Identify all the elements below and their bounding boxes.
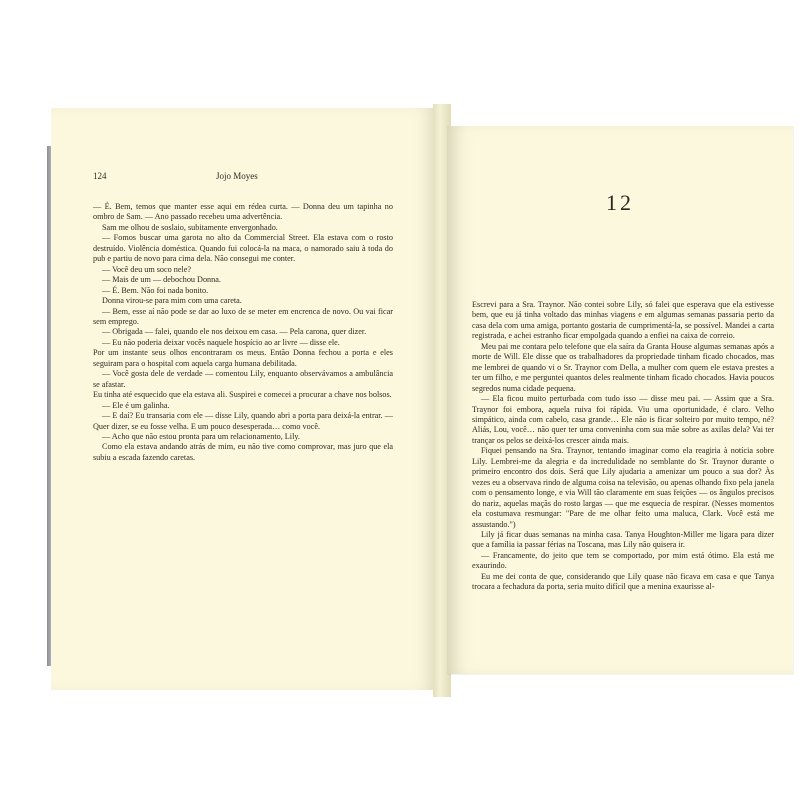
left-page-body — [93, 202, 393, 463]
paragraph: — Francamente, do jeito que tem se comportado, por mim está ótimo. Ela está me exaurindo. — [472, 550, 774, 571]
chapter-number: 12 — [606, 190, 634, 215]
paragraph: — E daí? Eu transaria com ele — disse Lily, quando abri a porta para deixá-la entrar. — Quer dizer, se eu fosse velha. E um pouco desesperada… como você. — [93, 411, 393, 431]
right-page — [447, 126, 793, 674]
paragraph: — Eu não poderia deixar vocês naquele hospício ao ar livre — disse ele. — [102, 337, 340, 347]
paragraph: Escrevi para a Sra. Traynor. Não contei sobre Lily, só falei que esperava que ela estivesse bem, que eu já tinha voltado das minhas viagens e em algumas semanas passaria perto da casa dela com uma amiga, portanto gostaria de cumprimentá-la, se possível. Mandei a carta registrada, e achei estranho ficar empolgada quando a enfiei na caixa de correio. — [472, 300, 774, 341]
paragraph: Por um instante seus olhos encontraram os meus. Então Donna fechou a porta e eles seguiram para o hospital com aquela carga humana debilitada. — [93, 348, 393, 368]
paragraph: Eu me dei conta de que, considerando que Lily quase não ficava em casa e que Tanya trocara a fechadura da porta, seria muito difícil que a menina exaurisse al- — [472, 571, 774, 592]
open-book — [47, 104, 774, 697]
paragraph: Meu pai me contara pelo telefone que ela saíra da Granta House algumas semanas após a morte de Will. Ele disse que os trabalhadores da propriedade tinham ficado chocados, mas me lembrei de quando vi o Sr. Traynor com Della, a mulher com quem ele estava prestes a ter um filho, e me perguntei quantos deles realmente tinham ficado chocados. Havia poucos segredos numa cidade pequena. — [472, 341, 774, 393]
paragraph: Lily já ficar duas semanas na minha casa. Tanya Houghton-Miller me ligara para dizer que a família ia passar férias na Toscana, mas Lily não quisera ir. — [472, 529, 774, 550]
paragraph: — Obrigada — falei, quando ele nos deixou em casa. — Pela carona, quer dizer. — [102, 327, 367, 337]
paragraph: Como ela estava andando atrás de mim, eu não tive como comprovar, mas juro que ela subiu a escada fazendo caretas. — [93, 442, 393, 462]
right-page-body — [472, 300, 774, 593]
paragraph: Donna virou-se para mim com uma careta. — [102, 296, 242, 306]
paragraph: — É. Bem, temos que manter esse aqui em rédea curta. — Donna deu um tapinha no ombro de Sam. — Ano passado recebeu uma advertência. — [93, 202, 393, 222]
page-number: 124 — [93, 171, 107, 181]
paragraph: — Bem, esse aí não pode se dar ao luxo de se meter em encrenca de novo. Ou vai ficar sem emprego. — [93, 306, 393, 326]
paragraph: Sam me olhou de soslaio, subitamente envergonhado. — [102, 222, 278, 232]
paragraph: — Mais de um — debochou Donna. — [102, 275, 221, 285]
author-name: Jojo Moyes — [216, 171, 258, 181]
paragraph: Eu tinha até esquecido que ela estava ali. Suspirei e comecei a procurar a chave nos bolsos. — [93, 390, 392, 400]
paragraph: — Você deu um soco nele? — [102, 264, 192, 274]
paragraph: — Fomos buscar uma garota no alto da Commercial Street. Ela estava com o rosto destruído. Violência doméstica. Quando fui colocá-la na maca, o namorado saiu à toda do pub e partiu de novo para cima dela. Não consegui me conter. — [93, 233, 393, 264]
paragraph: — Acho que não estou pronta para um relacionamento, Lily. — [102, 431, 300, 441]
paragraph: — Você gosta dele de verdade — comentou Lily, enquanto observávamos a ambulância se afastar. — [93, 369, 393, 389]
left-page — [51, 108, 439, 690]
paragraph: — É. Bem. Não foi nada bonito. — [102, 285, 209, 295]
paragraph: Fiquei pensando na Sra. Traynor, tentando imaginar como ela reagiria à notícia sobre Lily. Lembrei-me da alegria e da incredulidade no semblante do Sr. Traynor durante o primeiro encontro dos dois. Será que Lily ajudaria a amenizar um pouco a sua dor? Às vezes eu a observava rindo de alguma coisa na televisão, ou apenas olhando fixo pela janela com o pensamento longe, e via Will tão claramente em suas feições — os ângulos precisos do nariz, aquelas maçãs do rosto largas — que me esquecia de respirar. (Nesses momentos ela costumava resmungar: "Pare de me olhar feito uma maluca, Clark. Você está me assustando.") — [472, 446, 774, 529]
paragraph: — Ela ficou muito perturbada com tudo isso — disse meu pai. — Assim que a Sra. Traynor foi embora, aquela ruiva foi rápida. Viu uma oportunidade, é claro. Velho simpático, ainda com cabelo, casa grande… Ele não is ficar solteiro por muito tempo, né? Aliás, Lou, você… não quer ter uma conveninha com sua mãe sobre as axilas dela? Vai ter trançar os pelos se deixá-los crescer ainda mais. — [472, 394, 774, 445]
paragraph: — Ele é um galinha. — [102, 400, 170, 410]
